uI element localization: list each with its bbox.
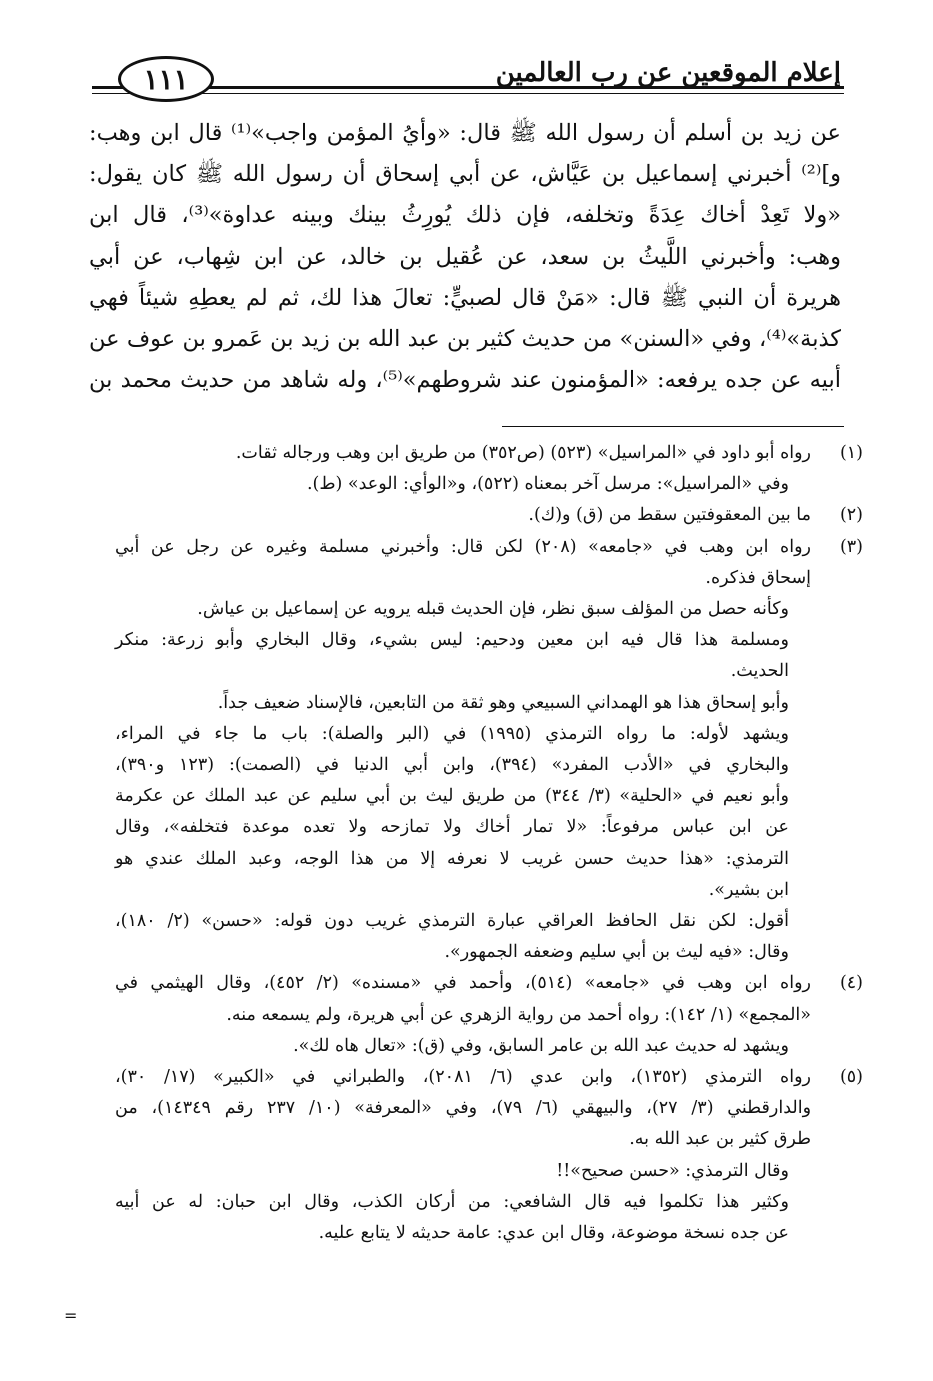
footnote-paragraph <box>115 438 811 469</box>
footnote-line: وأبو إسحاق هذا هو الهمداني السبيعي وهو ثقة من التابعين، فالإسناد ضعيف جداً. <box>217 692 789 713</box>
footnote-paragraph <box>115 906 811 968</box>
running-header-title: إعلام الموقعين عن رب العالمين <box>495 58 841 88</box>
footnote-paragraph <box>115 532 811 594</box>
footnote-line: وفي «المراسيل»: مرسل آخر بمعناه (٥٢٢)، و«الوأي: الوعد» (ط). <box>306 474 789 495</box>
footnote-paragraph <box>115 469 811 500</box>
footnote <box>115 500 863 531</box>
footnote-line: أقول: لكن نقل الحافظ العراقي عبارة الترمذي غريب دون قوله: «حسن» (٢/ ١٨٠)، <box>115 911 790 932</box>
footnote-number: (٣) <box>839 536 863 557</box>
footnote-line: رواه أبو داود في «المراسيل» (٥٢٣) (ص٣٥٢) من طريق ابن وهب ورجاله ثقات. <box>235 443 811 463</box>
main-body-text <box>89 113 841 401</box>
footnote-line: وكأنه حصل من المؤلف سبق نظر، فإن الحديث قبله يرويه عن إسماعيل بن عياش. <box>197 599 789 620</box>
page-number: ١١١ <box>143 62 189 96</box>
footnote-line: الحديث. <box>730 661 789 682</box>
body-line: و]⁽²⁾ أخبرني إسماعيل بن عَيَّاش، عن أبي إسحاق أن رسول الله ﷺ كان يقول: <box>89 161 841 188</box>
footnote <box>115 532 863 969</box>
edge-mark: = <box>64 1306 78 1325</box>
footnote-line: وأبو نعيم في «الحلية» (٣/ ٣٤٤) من طريق ليث بن أبي سليم عن عبد الملك عن عكرمة <box>115 786 789 807</box>
footnote-line: والبخاري في «الأدب المفرد» (٣٩٤)، وابن أبي الدنيا في (الصمت): (١٢٣ و٣٩٠)، <box>115 755 790 776</box>
footnote-number: (٤) <box>839 973 863 994</box>
footnote-line: عن جده نسخة موضوعة، وقال ابن عدي: عامة حديثه لا يتابع عليه. <box>318 1223 789 1244</box>
footnote-line: رواه الترمذي (١٣٥٢)، وابن عدي (٦/ ٢٠٨١)، والطبراني في «الكبير» (١٧/ ٣٠)، <box>115 1067 811 1088</box>
footnote-line: وقال الترمذي: «حسن صحيح»!! <box>556 1160 789 1181</box>
page-number-oval <box>118 56 214 102</box>
body-line: كذبة»⁽⁴⁾، وفي «السنن» من حديث كثير بن عبد الله بن زيد بن عَمرو بن عوف عن <box>89 326 841 353</box>
footnote-number: (٢) <box>839 505 863 526</box>
footnote-number: (١) <box>839 443 863 463</box>
footnote-number: (٥) <box>839 1067 863 1088</box>
body-line: أبيه عن جده يرفعه: «المؤمنون عند شروطهم»⁽⁵⁾، وله شاهد من حديث محمد بن <box>89 367 841 394</box>
footnote-line: ويشهد لأوله: ما رواه الترمذي (١٩٩٥) في (البر والصلة): باب ما جاء في المراء، <box>115 723 789 744</box>
footnote-paragraph <box>115 594 811 625</box>
footnote-line: والدارقطني (٣/ ٢٧)، والبيهقي (٦/ ٧٩)، وفي «المعرفة» (١٠/ ٢٣٧ رقم ١٤٣٤٩)، من <box>115 1098 812 1119</box>
footnote <box>115 1062 863 1249</box>
footnote-line: عن ابن عباس مرفوعاً: «لا تمار أخاك ولا تمازحه ولا تعده موعدة فتخلفه»، وقال <box>115 817 789 838</box>
footnotes <box>115 438 863 1249</box>
body-line: عن زيد بن أسلم أن رسول الله ﷺ قال: «وأيُ المؤمن واجب»⁽¹⁾ قال ابن وهب: <box>89 120 841 146</box>
footnote-line: الترمذي: «هذا حديث حسن غريب لا نعرفه إلا من هذا الوجه، وعبد الملك عندي هو <box>115 848 789 869</box>
footnote-paragraph <box>115 688 811 719</box>
body-line: «ولا تَعِدْ أخاك عِدَةً وتخلفه، فإن ذلك يُورِثُ بينك وبينه عداوة»⁽³⁾، قال ابن <box>89 202 841 229</box>
body-line: هريرة أن النبي ﷺ قال: «مَنْ قال لصبيٍّ: تعالَ هذا لك، ثم لم يعطِهِ شيئاً فهي <box>89 284 841 311</box>
footnote-line: رواه ابن وهب في «جامعه» (٢٠٨) لكن قال: وأخبرني مسلمة وغيره عن رجل عن أبي <box>115 536 811 557</box>
footnote-paragraph <box>115 1031 811 1062</box>
header-rule-thin <box>92 93 844 94</box>
footnote-paragraph <box>115 1187 811 1249</box>
footnote-paragraph <box>115 1156 811 1187</box>
footnote-line: رواه ابن وهب في «جامعه» (٥١٤)، وأحمد في «مسنده» (٢/ ٤٥٢)، وقال الهيثمي في <box>115 973 811 994</box>
footnote-line: وقال: «فيه ليث بن أبي سليم وضعفه الجمهور». <box>444 942 789 963</box>
footnote-line: وكثير هذا تكلموا فيه قال الشافعي: من أركان الكذب، وقال ابن حبان: له عن أبيه <box>115 1191 789 1212</box>
footnote-paragraph <box>115 719 811 906</box>
footnote <box>115 438 863 500</box>
footnote-paragraph <box>115 1062 811 1156</box>
footnote-paragraph <box>115 500 811 531</box>
footnote-line: ويشهد له حديث عبد الله بن عامر السابق، وفي (ق): «تعال هاه لك». <box>293 1035 789 1056</box>
footnote-line: ومسلمة هذا قال فيه ابن معين ودحيم: ليس بشيء، وقال البخاري وأبو زرعة: منكر <box>115 630 789 651</box>
body-line: وهب: وأخبرني اللَّيثُ بن سعد، عن عُقيل بن خالد، عن ابن شِهاب، عن أبي <box>89 243 841 270</box>
footnote-line: «المجمع» (١/ ١٤٢): رواه أحمد من رواية الزهري عن أبي هريرة، ولم يسمعه منه. <box>226 1004 811 1025</box>
footnote-line: ابن بشير». <box>708 879 789 900</box>
footnote-line: طرق كثير بن عبد الله به. <box>629 1129 811 1150</box>
footnote-paragraph <box>115 625 811 687</box>
footnote-paragraph <box>115 968 811 1030</box>
footnote <box>115 968 863 1062</box>
footnote-line: ما بين المعقوفتين سقط من (ق) و(ك). <box>528 505 811 526</box>
footnote-separator <box>502 426 844 427</box>
footnote-line: إسحاق فذكره. <box>705 567 811 588</box>
